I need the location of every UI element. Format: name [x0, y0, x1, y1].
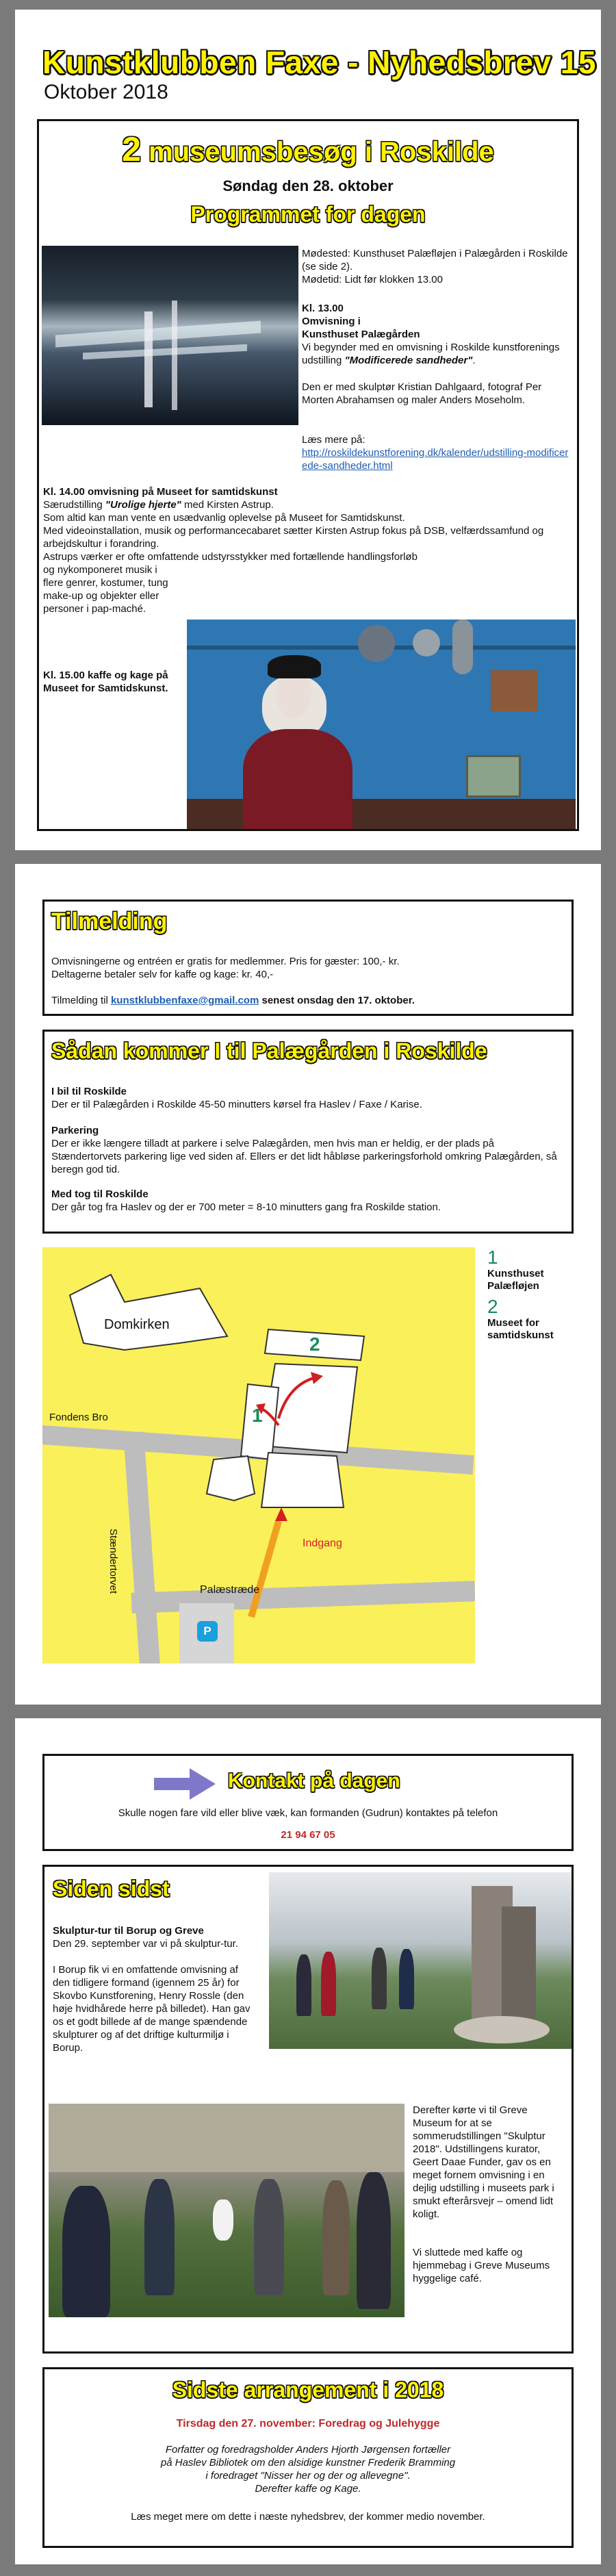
train-title: Med tog til Roskilde: [51, 1188, 149, 1200]
kl13-title: Kl. 13.00: [302, 303, 344, 314]
last-event-text2: på Haslev Bibliotek om den alsidige kunstner Frederik Bramming: [160, 2457, 456, 2469]
signup-box: [42, 900, 574, 1016]
car-text: Der er til Palægården i Roskilde 45-50 minutters kørsel fra Haslev / Faxe / Karise.: [51, 1099, 422, 1110]
since-heading: Siden sidst: [53, 1876, 170, 1901]
newsletter-page-1: [15, 10, 601, 850]
museum-heading: 2 museumsbesøg i Roskilde: [122, 130, 494, 168]
contact-phone: 21 94 67 05: [281, 1829, 335, 1841]
last-event-box: [42, 2367, 574, 2548]
painting-image: [42, 246, 298, 425]
parking-icon: P: [197, 1621, 218, 1642]
signup-deadline: Tilmelding til kunstklubbenfaxe@gmail.com senest onsdag den 17. oktober.: [51, 995, 415, 1006]
last-event-text4: Derefter kaffe og Kage.: [255, 2483, 361, 2495]
meeting-time: Mødetid: Lidt før klokken 13.00: [302, 274, 443, 285]
map-label-staendertorvet: Stændertorvet: [107, 1528, 120, 1594]
building-lower: [207, 1456, 255, 1501]
map-shapes: [42, 1247, 475, 1663]
train-text: Der går tog fra Haslev og der er 700 meter = 8-10 minutters gang fra Roskilde station.: [51, 1201, 441, 1213]
signup-email-link[interactable]: kunstklubbenfaxe@gmail.com: [110, 995, 259, 1006]
program-heading: Programmet for dagen: [190, 202, 426, 227]
last-event-date: Tirsdag den 27. november: Foredrag og Julehygge: [176, 2418, 440, 2430]
map-legend: 1 Kunsthuset Palæfløjen 2 Museet for samtidskunst: [487, 1247, 554, 1341]
last-event-text3: i foredraget "Nisser her og der og allevegne".: [205, 2470, 411, 2482]
map-label-indgang: Indgang: [303, 1538, 342, 1549]
domkirken-building: [70, 1275, 227, 1350]
kl13-text: Vi begynder med en omvisning i Roskilde kunstforenings udstilling "Modificerede sandheder".: [302, 342, 560, 366]
map-label-palaestraede: Palæstræde: [200, 1584, 260, 1596]
kl14-line4: Med videoinstallation, musik og performancecabaret sætter Kirsten Astrup fokus på DSB, velfærdssamfund og arbejdskultur i forandring.: [43, 525, 544, 550]
legend-number-1: 1: [487, 1247, 498, 1268]
parking-title: Parkering: [51, 1125, 99, 1136]
since-text4: Vi sluttede med kaffe og hjemmebag i Greve Museums hyggelige café.: [413, 2247, 550, 2284]
kl14-line3: Som altid kan man vente en usædvanlig oplevelse på Museet for Samtidskunst.: [43, 512, 405, 524]
kl14-line2: Særudstilling "Urolige hjerte" med Kirsten Astrup.: [43, 499, 274, 511]
last-event-text1: Forfatter og foredragsholder Anders Hjorth Jørgensen fortæller: [165, 2444, 451, 2456]
kl13-text2: Den er med skulptør Kristian Dahlgaard, fotograf Per Morten Abrahamsen og maler Anders Moseholm.: [302, 381, 542, 406]
map-label-domkirken: Domkirken: [104, 1317, 170, 1332]
artist-photo: [187, 620, 576, 829]
newsletter-title: Kunstklubben Faxe - Nyhedsbrev 15: [42, 44, 596, 80]
kl13-sub1: Omvisning i: [302, 316, 361, 327]
directions-heading: Sådan kommer I til Palægården i Roskilde: [51, 1038, 487, 1063]
kl13-sub2: Kunsthuset Palægården: [302, 329, 420, 340]
map-number-1: 1: [252, 1405, 263, 1426]
signup-coffee: Deltagerne betaler selv for kaffe og kage: kr. 40,-: [51, 969, 274, 980]
museum-visit-box: [37, 119, 579, 831]
last-event-footer: Læs meget mere om dette i næste nyhedsbrev, der kommer medio november.: [131, 2511, 485, 2523]
kl14-title: Kl. 14.00 omvisning på Museet for samtidskunst: [43, 486, 278, 498]
read-more-label: Læs mere på:: [302, 434, 365, 446]
newsletter-page-3: [15, 1718, 601, 2564]
newsletter-page-2: [15, 864, 601, 1705]
meeting-place: Mødested: Kunsthuset Palæfløjen i Palægården i Roskilde (se side 2).: [302, 248, 568, 272]
exhibition-link[interactable]: http://roskildekunstforening.dk/kalender/udstilling-modificerede-sandheder.html: [302, 447, 569, 472]
newsletter-date: Oktober 2018: [44, 81, 168, 103]
since-text3: Derefter kørte vi til Greve Museum for at se sommerudstillingen "Skulptur 2018". Udstillingens kurator, Geert Daae Funder, gav os en meget fornem omvisning i en dejlig udstilling i museets park i smukt efterårsvejr – omend lidt koligt.: [413, 2104, 554, 2220]
map-number-2: 2: [309, 1334, 320, 1355]
building-right: [261, 1453, 344, 1507]
car-title: I bil til Roskilde: [51, 1086, 127, 1097]
parking-text: Der er ikke længere tilladt at parkere i selve Palægården, men hvis man er heldig, er der plads på Stændertorvets parkering lige ved siden af. Ellers er det lidt håbløse parkeringsforhold omkring Palægården, så beregn god tid.: [51, 1138, 557, 1175]
entrance-path: [251, 1521, 279, 1617]
since-text2: I Borup fik vi en omfattende omvisning af den tidligere formand (igennem 25 år) for Skovbo Kunstforening, Henry Rossle (den høje hvidhårede herre på billedet). Han gav os et godt billede af de mange spændende skulpturer og af det driftige kulturmiljø i Borup.: [53, 1964, 251, 2054]
directions-box: [42, 1030, 574, 1234]
arrow-right-icon: [154, 1768, 216, 1800]
contact-box: [42, 1754, 574, 1851]
contact-heading: Kontakt på dagen: [228, 1770, 400, 1792]
map-label-fondens-bro: Fondens Bro: [49, 1412, 108, 1423]
signup-price: Omvisningerne og entréen er gratis for medlemmer. Pris for gæster: 100,- kr.: [51, 956, 400, 967]
signup-heading: Tilmelding: [51, 908, 168, 934]
last-event-heading: Sidste arrangement i 2018: [172, 2377, 444, 2402]
contact-text: Skulle nogen fare vild eller blive væk, kan formanden (Gudrun) kontaktes på telefon: [118, 1807, 498, 1819]
date-line: Søndag den 28. oktober: [222, 177, 394, 194]
legend-number-2: 2: [487, 1296, 498, 1317]
location-map: [42, 1247, 475, 1663]
kl15-text: Kl. 15.00 kaffe og kage på Museet for Samtidskunst.: [43, 669, 168, 694]
entrance-arrowhead: [275, 1507, 287, 1521]
kl14-column: og nykomponeret musik i flere genrer, kostumer, tung make-up og objekter eller personer i pap-maché.: [43, 564, 168, 615]
since-last-box: [42, 1865, 574, 2354]
since-text1: Den 29. september var vi på skulptur-tur.: [53, 1938, 238, 1950]
kl14-line5: Astrups værker er ofte omfattende udstyrsstykker med fortællende handlingsforløb: [43, 551, 418, 563]
since-title: Skulptur-tur til Borup og Greve: [53, 1925, 204, 1937]
sculpture-photo: [269, 1872, 572, 2049]
group-photo: [49, 2104, 405, 2317]
